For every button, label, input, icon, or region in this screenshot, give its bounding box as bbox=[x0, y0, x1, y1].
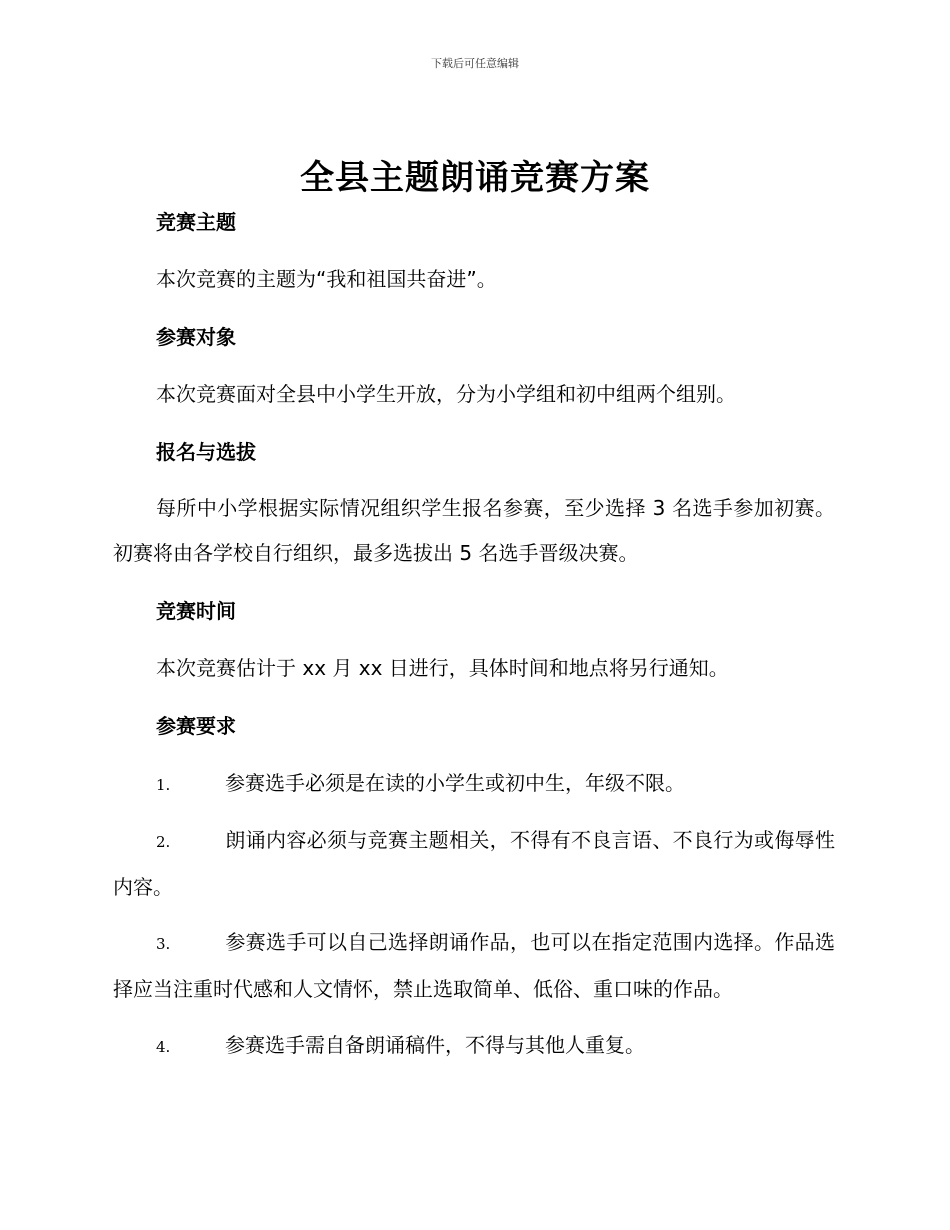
section-heading-registration: 报名与选拔 bbox=[156, 440, 256, 464]
list-item-number: 1. bbox=[156, 776, 171, 794]
list-item-text: 参赛选手必须是在读的小学生或初中生，年级不限。 bbox=[225, 771, 685, 795]
list-item bbox=[113, 818, 835, 910]
section-text-registration: 每所中小学根据实际情况组织学生报名参赛，至少选择 3 名选手参加初赛。初赛将由各学校自行组织，最多选拔出 5 名选手晋级决赛。 bbox=[113, 496, 835, 565]
section-heading-theme: 竞赛主题 bbox=[156, 210, 236, 234]
section-text-participants: 本次竞赛面对全县中小学生开放，分为小学组和初中组两个组别。 bbox=[156, 382, 736, 406]
list-item-number: 3. bbox=[156, 935, 171, 953]
section-heading-time: 竞赛时间 bbox=[156, 599, 236, 623]
list-item-number: 2. bbox=[156, 833, 171, 851]
document-title: 全县主题朗诵竞赛方案 bbox=[300, 158, 650, 198]
list-item-number: 4. bbox=[156, 1038, 171, 1056]
section-text-time: 本次竞赛估计于 xx 月 xx 日进行，具体时间和地点将另行通知。 bbox=[156, 656, 729, 680]
section-heading-requirements: 参赛要求 bbox=[156, 714, 236, 738]
section-text-theme: 本次竞赛的主题为“我和祖国共奋进”。 bbox=[156, 267, 497, 291]
list-item-text: 朗诵内容必须与竞赛主题相关，不得有不良言语、不良行为或侮辱性内容。 bbox=[113, 828, 835, 899]
list-item bbox=[113, 920, 835, 1012]
list-item-text: 参赛选手可以自己选择朗诵作品，也可以在指定范围内选择。作品选择应当注重时代感和人文情怀，禁止选取简单、低俗、重口味的作品。 bbox=[113, 930, 835, 1001]
list-item-text: 参赛选手需自备朗诵稿件，不得与其他人重复。 bbox=[225, 1033, 645, 1057]
list-item bbox=[113, 761, 835, 808]
list-item bbox=[113, 1023, 835, 1070]
section-heading-participants: 参赛对象 bbox=[156, 325, 236, 349]
header-note: 下载后可任意编辑 bbox=[431, 57, 519, 70]
